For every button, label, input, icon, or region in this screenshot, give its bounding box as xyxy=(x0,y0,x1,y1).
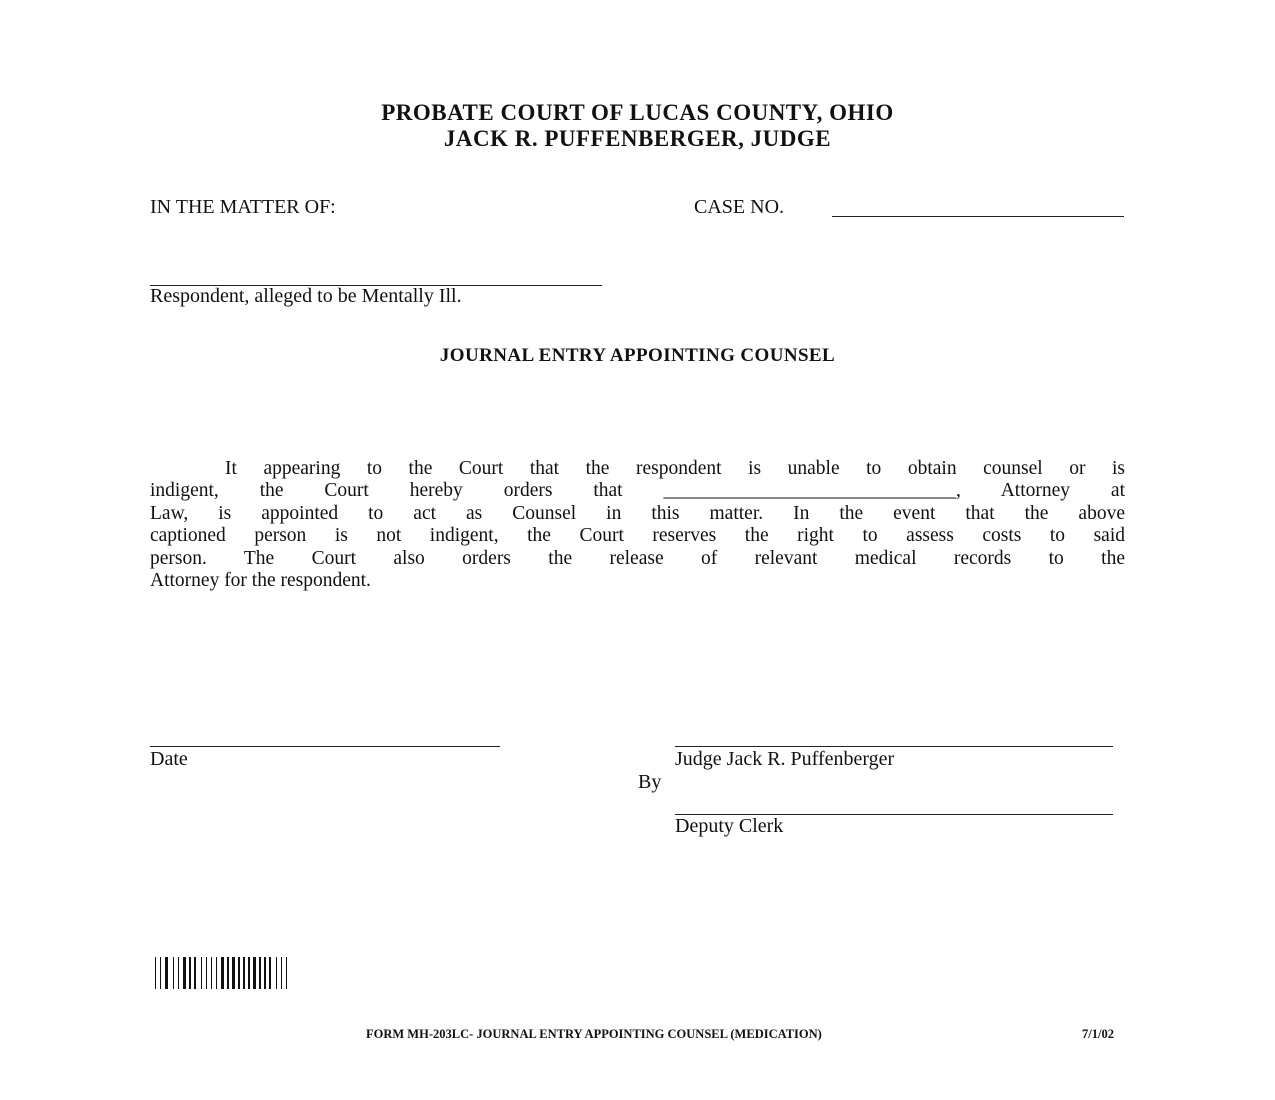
barcode-bar xyxy=(165,957,168,989)
barcode-bar xyxy=(155,957,156,989)
body-line: Attorney for the respondent. xyxy=(150,570,371,592)
date-signature-line[interactable] xyxy=(150,746,500,747)
barcode-bar xyxy=(276,957,277,989)
court-name: PROBATE COURT OF LUCAS COUNTY, OHIO xyxy=(381,100,894,125)
barcode-bar xyxy=(243,957,245,989)
barcode-image xyxy=(155,957,345,989)
form-date: 7/1/02 xyxy=(1082,1027,1114,1041)
barcode-bar xyxy=(227,957,229,989)
barcode-bar xyxy=(259,957,261,989)
judge-signature-line[interactable] xyxy=(675,746,1113,747)
barcode-bar xyxy=(211,957,212,989)
judge-name: JACK R. PUFFENBERGER, JUDGE xyxy=(443,126,832,151)
date-label: Date xyxy=(150,748,188,770)
body-line: It appearing to the Court that the respondent is unable to obtain counsel or is xyxy=(225,458,1125,479)
clerk-label: Deputy Clerk xyxy=(675,815,784,837)
barcode-bar xyxy=(281,957,282,989)
barcode-bar xyxy=(183,957,186,989)
barcode-bar xyxy=(178,957,179,989)
barcode-bar xyxy=(201,957,202,989)
barcode-bar xyxy=(232,957,235,989)
barcode-bar xyxy=(173,957,174,989)
barcode-bar xyxy=(238,957,240,989)
matter-label: IN THE MATTER OF: xyxy=(150,196,336,218)
body-paragraph xyxy=(150,458,1125,592)
respondent-label: Respondent, alleged to be Mentally Ill. xyxy=(150,285,462,307)
barcode-bar xyxy=(286,957,287,989)
barcode-bar xyxy=(189,957,191,989)
barcode-bar xyxy=(269,957,271,989)
body-line: indigent, the Court hereby orders that ______________________________, Attorney at xyxy=(150,480,1125,502)
body-line: Law, is appointed to act as Counsel in this matter. In the event that the above xyxy=(150,502,1125,524)
judge-label: Judge Jack R. Puffenberger xyxy=(675,748,895,770)
by-label: By xyxy=(638,771,662,793)
barcode-bar xyxy=(194,957,196,989)
barcode-bar xyxy=(216,957,217,989)
document-title: JOURNAL ENTRY APPOINTING COUNSEL xyxy=(439,345,836,366)
barcode-bar xyxy=(206,957,207,989)
case-number-label: CASE NO. xyxy=(694,196,785,218)
barcode-bar xyxy=(248,957,250,989)
body-line: person. The Court also orders the release of relevant medical records to the xyxy=(150,547,1125,569)
body-line: captioned person is not indigent, the Court reserves the right to assess costs to said xyxy=(150,525,1125,547)
form-number: FORM MH-203LC- JOURNAL ENTRY APPOINTING COUNSEL (MEDICATION) xyxy=(366,1027,822,1041)
case-number-field[interactable] xyxy=(832,216,1124,217)
barcode-bar xyxy=(264,957,266,989)
barcode-bar xyxy=(253,957,256,989)
barcode-bar xyxy=(160,957,161,989)
barcode-bar xyxy=(221,957,224,989)
